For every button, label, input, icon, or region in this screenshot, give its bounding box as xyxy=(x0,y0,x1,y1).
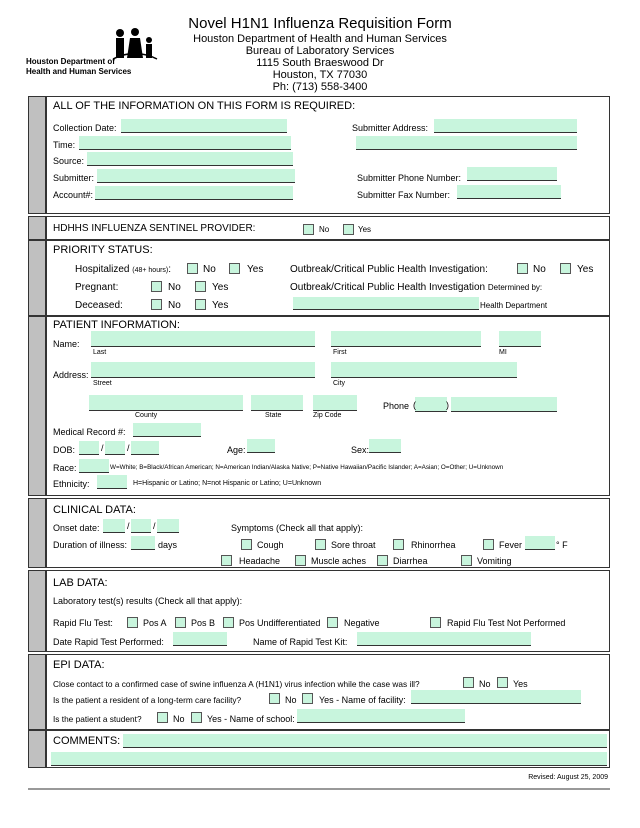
fever-label: Fever xyxy=(499,540,523,550)
priority-heading: PRIORITY STATUS: xyxy=(53,244,153,256)
q1-yes-checkbox[interactable] xyxy=(497,677,508,688)
submitter-address-label: Submitter Address: xyxy=(352,123,429,133)
collection-date-label: Collection Date: xyxy=(53,123,117,133)
days-label: days xyxy=(158,540,178,550)
preg-no-checkbox[interactable] xyxy=(151,281,162,292)
logo-line2: Health and Human Services xyxy=(26,67,132,76)
logo-line1: Houston Department of xyxy=(26,57,115,66)
q3-yes-checkbox[interactable] xyxy=(191,712,202,723)
onset-year-field[interactable] xyxy=(157,519,179,533)
hosp-note: (48+ hours) xyxy=(132,267,169,274)
ethnicity-label: Ethnicity: xyxy=(53,479,90,489)
ethnicity-codes: H=Hispanic or Latino; N=not Hispanic or Latino; U=Unknown xyxy=(133,480,322,487)
epi-data-section xyxy=(46,654,610,730)
determined-by-field[interactable] xyxy=(293,297,479,310)
duration-label: Duration of illness: xyxy=(53,540,128,550)
sex-field[interactable] xyxy=(369,439,401,453)
q1-yes-label: Yes xyxy=(513,679,528,689)
dob-year-field[interactable] xyxy=(131,441,159,455)
pos-a-checkbox[interactable] xyxy=(127,617,138,628)
county-field[interactable] xyxy=(89,395,243,411)
rapid-flu-label: Rapid Flu Test: xyxy=(53,618,113,628)
street-field[interactable] xyxy=(91,362,315,378)
fever-temp-field[interactable] xyxy=(525,536,555,550)
state-label: State xyxy=(265,412,282,419)
health-dept-label: Health Department xyxy=(480,301,548,310)
rhinorrhea-label: Rhinorrhea xyxy=(411,540,456,550)
submitter-phone-label: Submitter Phone Number: xyxy=(357,173,462,183)
street-address: 1115 South Braeswood Dr xyxy=(256,57,384,69)
hosp-text: Hospitalized xyxy=(75,264,130,275)
sentinel-provider-section xyxy=(46,216,610,240)
section-bar-6 xyxy=(28,570,46,652)
sentinel-no-checkbox[interactable] xyxy=(303,224,314,235)
preg-no-label: No xyxy=(168,282,181,293)
q2-no-label: No xyxy=(285,695,297,705)
dob-month-field[interactable] xyxy=(79,441,99,455)
degf-label: ° F xyxy=(556,540,568,550)
section-bar-1 xyxy=(28,96,46,214)
hosp-yes-checkbox[interactable] xyxy=(229,263,240,274)
area-code-field[interactable] xyxy=(415,397,447,412)
diarrhea-checkbox[interactable] xyxy=(377,555,388,566)
family-logo-icon xyxy=(111,28,159,60)
section-bar-4 xyxy=(28,316,46,496)
negative-checkbox[interactable] xyxy=(327,617,338,628)
onset-label: Onset date: xyxy=(53,523,100,533)
lab-heading: LAB DATA: xyxy=(53,577,108,589)
time-field[interactable] xyxy=(79,136,291,150)
clinical-heading: CLINICAL DATA: xyxy=(53,504,136,516)
collection-date-field[interactable] xyxy=(121,119,287,133)
form-title: Novel H1N1 Influenza Requisition Form xyxy=(188,15,452,32)
submitter-address-field-1[interactable] xyxy=(434,119,577,133)
dec-yes-label: Yes xyxy=(212,300,229,311)
muscle-aches-checkbox[interactable] xyxy=(295,555,306,566)
city-label: City xyxy=(333,380,346,387)
section-bar-2 xyxy=(28,216,46,240)
phone-field[interactable] xyxy=(451,397,557,412)
patient-heading: PATIENT INFORMATION: xyxy=(53,319,180,331)
section-bar-7 xyxy=(28,654,46,730)
time-label: Time: xyxy=(53,140,76,150)
submitter-field[interactable] xyxy=(97,169,295,183)
facility-name-field[interactable] xyxy=(411,690,581,704)
q1-no-checkbox[interactable] xyxy=(463,677,474,688)
sentinel-yes-checkbox[interactable] xyxy=(343,224,354,235)
dob-label: DOB: xyxy=(53,445,76,455)
outbreak-yes-checkbox[interactable] xyxy=(560,263,571,274)
revised-date: Revised: August 25, 2009 xyxy=(528,774,608,781)
source-label: Source: xyxy=(53,156,85,166)
hosp-no-label: No xyxy=(203,264,216,275)
negative-label: Negative xyxy=(344,618,380,628)
phone-label: Phone xyxy=(383,401,410,411)
required-info-section xyxy=(46,96,610,214)
onset-day-field[interactable] xyxy=(131,519,151,533)
race-codes: W=White; B=Black/African American; N=American Indian/Alaska Native; P=Native Hawaiian/Pacific Islander; A=Asian; O=Other; U=Unknown xyxy=(110,464,504,471)
onset-month-field[interactable] xyxy=(103,519,125,533)
q1-no-label: No xyxy=(479,679,491,689)
medical-record-label: Medical Record #: xyxy=(53,427,126,437)
section-heading: ALL OF THE INFORMATION ON THIS FORM IS REQUIRED: xyxy=(53,100,356,112)
zip-label: Zip Code xyxy=(313,412,342,419)
mi-label: MI xyxy=(499,349,507,356)
outbreak-no-checkbox[interactable] xyxy=(517,263,528,274)
onset-slash-1: / xyxy=(127,521,130,531)
q2-yes-checkbox[interactable] xyxy=(302,693,313,704)
pos-undiff-label: Pos Undifferentiated xyxy=(239,618,321,628)
logo xyxy=(26,28,151,78)
hospitalized-label xyxy=(75,264,171,275)
fever-checkbox[interactable] xyxy=(483,539,494,550)
determined-text: Determined by: xyxy=(487,283,543,292)
kit-name-field[interactable] xyxy=(357,632,531,646)
dec-no-checkbox[interactable] xyxy=(151,299,162,310)
pos-b-checkbox[interactable] xyxy=(175,617,186,628)
q2-no-checkbox[interactable] xyxy=(269,693,280,704)
cough-checkbox[interactable] xyxy=(241,539,252,550)
pregnant-label: Pregnant: xyxy=(75,282,119,293)
epi-heading: EPI DATA: xyxy=(53,659,105,671)
outbreak2-text: Outbreak/Critical Public Health Investigation xyxy=(290,282,486,293)
name-label: Name: xyxy=(53,339,80,349)
muscle-aches-label: Muscle aches xyxy=(311,556,367,566)
onset-slash-2: / xyxy=(153,521,156,531)
last-name-field[interactable] xyxy=(91,331,315,347)
epi-q2: Is the patient a resident of a long-term care facility? xyxy=(53,695,242,705)
comments-section xyxy=(46,730,610,768)
outbreak-yes-label: Yes xyxy=(577,264,594,275)
sex-label: Sex: xyxy=(351,445,370,455)
city-address: Houston, TX 77030 xyxy=(272,69,368,81)
patient-info-section xyxy=(46,316,610,496)
lab-data-section xyxy=(46,570,610,652)
comments-heading: COMMENTS: xyxy=(53,735,121,747)
preg-yes-checkbox[interactable] xyxy=(195,281,206,292)
street-label: Street xyxy=(93,380,112,387)
sore-throat-label: Sore throat xyxy=(331,540,376,550)
pos-a-label: Pos A xyxy=(143,618,167,628)
source-field[interactable] xyxy=(87,152,293,166)
zip-field[interactable] xyxy=(313,395,357,411)
cough-label: Cough xyxy=(257,540,284,550)
ethnicity-field[interactable] xyxy=(97,475,127,489)
race-field[interactable] xyxy=(79,459,109,473)
deceased-label: Deceased: xyxy=(75,300,123,311)
last-label: Last xyxy=(93,349,107,356)
dec-no-label: No xyxy=(168,300,181,311)
submitter-label: Submitter: xyxy=(53,173,95,183)
hosp-yes-label: Yes xyxy=(247,264,264,275)
state-field[interactable] xyxy=(251,395,303,411)
mi-field[interactable] xyxy=(499,331,541,347)
hosp-colon: : xyxy=(168,264,172,275)
dob-day-field[interactable] xyxy=(105,441,125,455)
sore-throat-checkbox[interactable] xyxy=(315,539,326,550)
outbreak-no-label: No xyxy=(533,264,546,275)
paren-open: ( xyxy=(413,400,416,410)
lab-results-label: Laboratory test(s) results (Check all that apply): xyxy=(53,596,243,606)
not-performed-label: Rapid Flu Test Not Performed xyxy=(447,618,566,628)
not-performed-checkbox[interactable] xyxy=(430,617,441,628)
dob-slash-2: / xyxy=(127,443,130,453)
race-label: Race: xyxy=(53,463,77,473)
first-name-field[interactable] xyxy=(331,331,481,347)
first-label: First xyxy=(333,349,347,356)
submitter-address-field-2[interactable] xyxy=(356,136,577,150)
outbreak-determined-label xyxy=(290,282,542,293)
pos-b-label: Pos B xyxy=(191,618,216,628)
sentinel-label: HDHHS INFLUENZA SENTINEL PROVIDER: xyxy=(53,223,256,234)
header-phone: Ph: (713) 558-3400 xyxy=(272,81,368,93)
priority-status-section xyxy=(46,240,610,316)
city-field[interactable] xyxy=(331,362,517,378)
kit-name-label: Name of Rapid Test Kit: xyxy=(253,637,348,647)
school-name-field[interactable] xyxy=(297,709,465,723)
section-bar-5 xyxy=(28,498,46,568)
paren-close: ) xyxy=(446,400,449,410)
bottom-rule xyxy=(28,788,610,790)
section-bar-8 xyxy=(28,730,46,768)
clinical-data-section xyxy=(46,498,610,568)
account-field[interactable] xyxy=(95,186,293,200)
epi-q1: Close contact to a confirmed case of swine influenza A (H1N1) virus infection while the case was ill? xyxy=(53,679,420,689)
hosp-no-checkbox[interactable] xyxy=(187,263,198,274)
diarrhea-label: Diarrhea xyxy=(393,556,428,566)
address-label: Address: xyxy=(53,370,89,380)
age-field[interactable] xyxy=(247,439,275,453)
q3-yes-label: Yes - Name of school: xyxy=(207,714,295,724)
rapid-date-field[interactable] xyxy=(173,632,227,646)
symptoms-label: Symptoms (Check all that apply): xyxy=(231,523,364,533)
dob-slash-1: / xyxy=(101,443,104,453)
epi-q3: Is the patient a student? xyxy=(53,714,142,724)
submitter-fax-field[interactable] xyxy=(457,185,561,199)
sentinel-no-label: No xyxy=(319,225,330,234)
section-bar-3 xyxy=(28,240,46,316)
rhinorrhea-checkbox[interactable] xyxy=(393,539,404,550)
dept-name: Houston Department of Health and Human Services xyxy=(193,33,447,45)
outbreak-label: Outbreak/Critical Public Health Investigation: xyxy=(290,264,488,275)
rapid-date-label: Date Rapid Test Performed: xyxy=(53,637,164,647)
medical-record-field[interactable] xyxy=(133,423,201,437)
preg-yes-label: Yes xyxy=(212,282,229,293)
duration-field[interactable] xyxy=(131,536,155,550)
comments-field-1[interactable] xyxy=(123,734,607,748)
q3-no-checkbox[interactable] xyxy=(157,712,168,723)
bureau-name: Bureau of Laboratory Services xyxy=(245,45,395,57)
q2-yes-label: Yes - Name of facility: xyxy=(319,695,406,705)
dec-yes-checkbox[interactable] xyxy=(195,299,206,310)
headache-checkbox[interactable] xyxy=(221,555,232,566)
county-label: County xyxy=(135,412,158,419)
q3-no-label: No xyxy=(173,714,185,724)
account-label: Account#: xyxy=(53,190,94,200)
submitter-phone-field[interactable] xyxy=(467,167,557,181)
age-label: Age: xyxy=(227,445,246,455)
comments-field-2[interactable] xyxy=(51,752,607,766)
pos-undiff-checkbox[interactable] xyxy=(223,617,234,628)
vomiting-checkbox[interactable] xyxy=(461,555,472,566)
sentinel-yes-label: Yes xyxy=(358,225,372,234)
vomiting-label: Vomiting xyxy=(477,556,512,566)
submitter-fax-label: Submitter Fax Number: xyxy=(357,190,451,200)
headache-label: Headache xyxy=(239,556,281,566)
